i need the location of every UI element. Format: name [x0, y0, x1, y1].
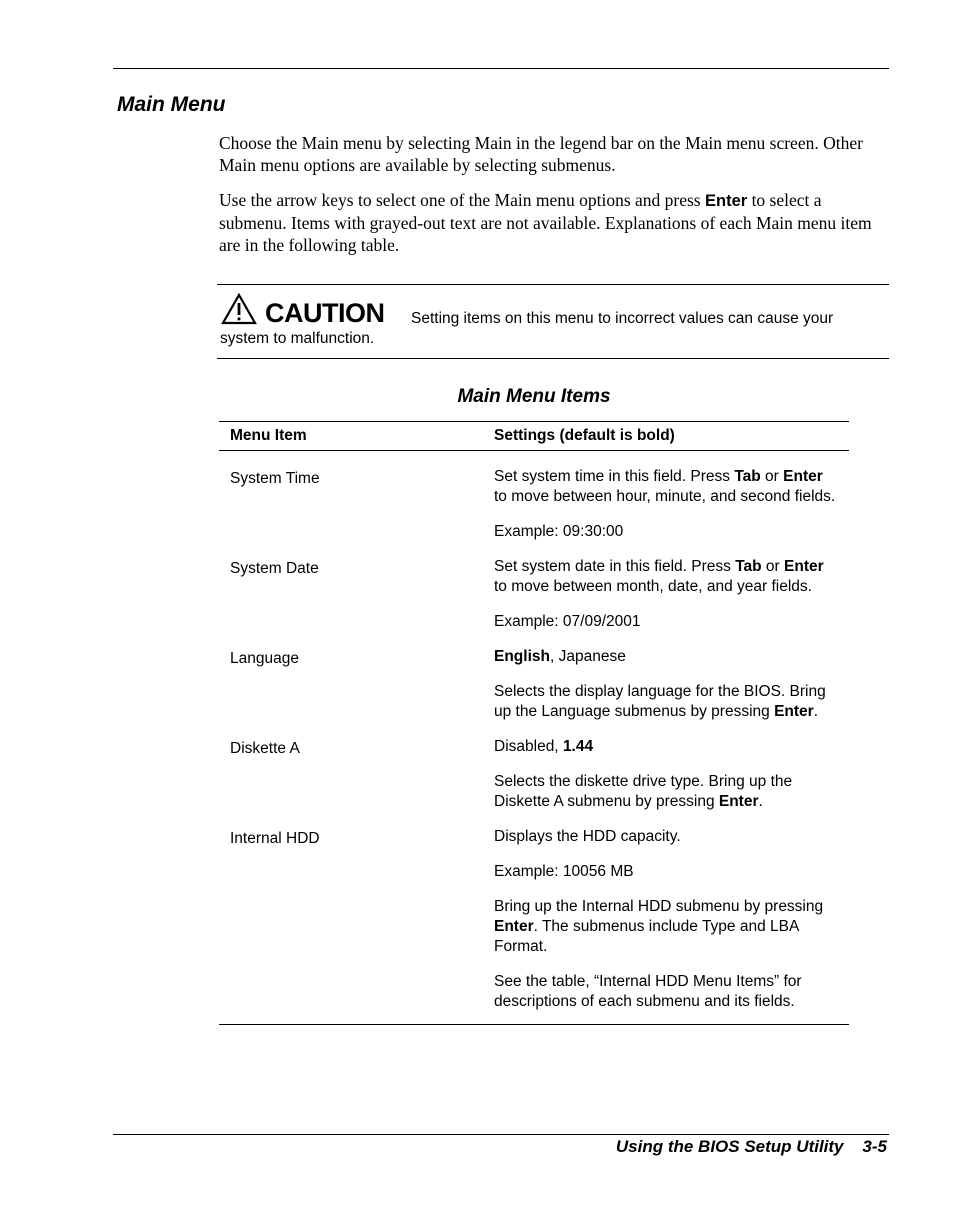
enter-key-text: Enter [705, 192, 748, 210]
menu-item-label: Diskette A [230, 740, 300, 757]
settings-paragraph: See the table, “Internal HDD Menu Items” for descriptions of each submenu and its fields. [494, 973, 802, 1010]
table-row [219, 737, 849, 812]
menu-item-settings [494, 647, 839, 722]
footer-rule [113, 1134, 889, 1135]
page-footer [616, 1137, 887, 1157]
footer-page-number: 3-5 [862, 1137, 887, 1156]
menu-item-label: System Date [230, 560, 319, 577]
instructions-paragraph: Use the arrow keys to select one of the Main menu options and press Enter to select a submenu. Items with grayed-out text are not available. Explanations of each Main menu item are in the following table. [219, 190, 872, 255]
main-menu-items-table [219, 421, 849, 1025]
menu-item-label: Language [230, 650, 299, 667]
menu-item-settings [494, 737, 839, 812]
menu-item-settings [494, 827, 839, 1012]
caution-label: CAUTION [265, 298, 385, 328]
header-rule [113, 68, 889, 69]
menu-item-settings [494, 557, 839, 632]
settings-paragraph: Selects the diskette drive type. Bring up the Diskette A submenu by pressing Enter. [494, 773, 793, 810]
table-row [219, 557, 849, 632]
table-row [219, 647, 849, 722]
table-header [219, 422, 849, 451]
header-settings: Settings (default is bold) [494, 427, 675, 444]
settings-paragraph: Set system date in this field. Press Tab or Enter to move between month, date, and year fields. [494, 558, 824, 595]
table-body [219, 451, 849, 1024]
menu-item-label: Internal HDD [230, 830, 320, 847]
settings-paragraph: Example: 10056 MB [494, 863, 634, 880]
section-title: Main Menu [117, 93, 226, 116]
table-title: Main Menu Items [457, 386, 611, 407]
caution-text: Setting items on this menu to incorrect values can cause your system to malfunction. [220, 310, 834, 347]
settings-paragraph: Example: 09:30:00 [494, 523, 624, 540]
table-row [219, 827, 849, 1012]
settings-paragraph: Displays the HDD capacity. [494, 828, 681, 845]
settings-paragraph: English, Japanese [494, 648, 626, 665]
footer-chapter: Using the BIOS Setup Utility [615, 1137, 844, 1156]
settings-paragraph: Set system time in this field. Press Tab or Enter to move between hour, minute, and second fields. [494, 468, 836, 505]
intro-paragraph: Choose the Main menu by selecting Main in the legend bar on the Main menu screen. Other Main menu options are available by selecting submenus. [219, 133, 863, 175]
settings-paragraph: Bring up the Internal HDD submenu by pressing Enter. The submenus include Type and LBA Format. [494, 898, 824, 955]
header-menu-item: Menu Item [230, 427, 307, 444]
settings-paragraph: Selects the display language for the BIOS. Bring up the Language submenus by pressing Enter. [494, 683, 826, 720]
settings-paragraph: Disabled, 1.44 [494, 738, 594, 755]
caution-notice [217, 284, 889, 359]
menu-item-label: System Time [230, 470, 320, 487]
table-row [219, 467, 849, 542]
menu-item-settings [494, 467, 839, 542]
settings-paragraph: Example: 07/09/2001 [494, 613, 641, 630]
